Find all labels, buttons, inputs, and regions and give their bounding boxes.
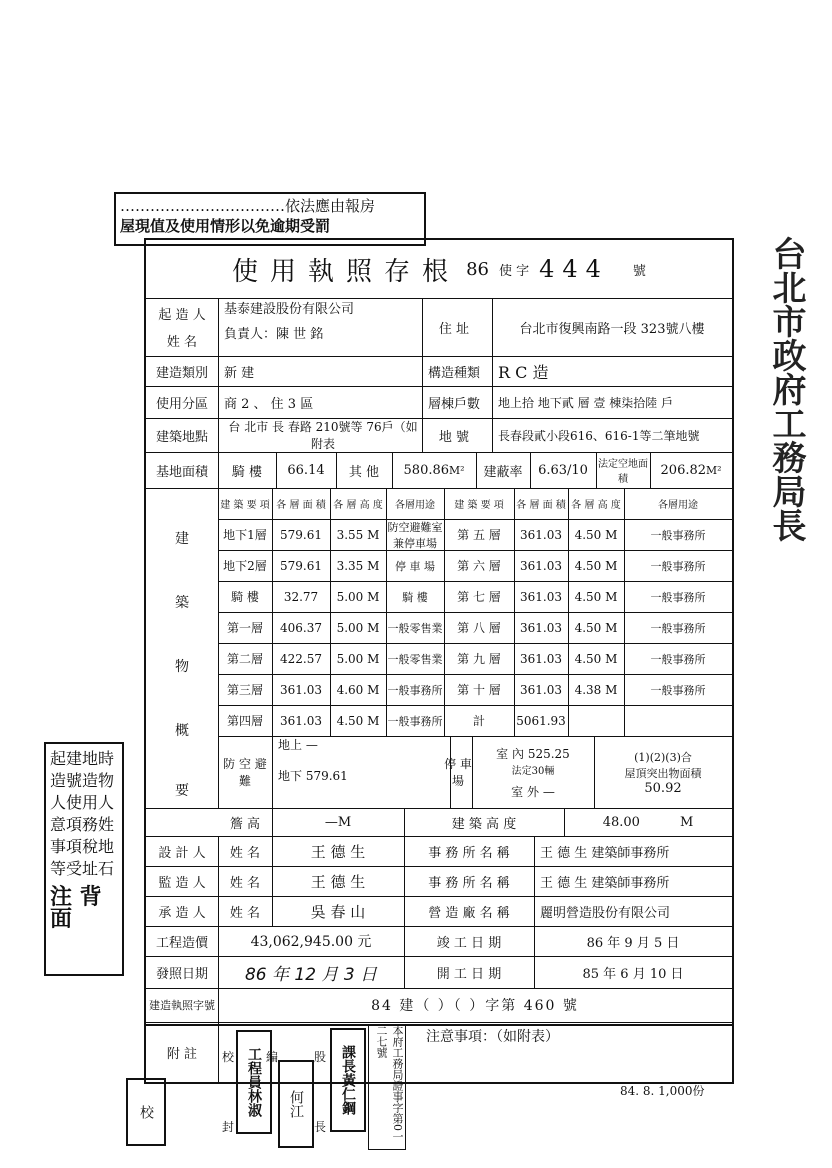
legal-open-value bbox=[650, 452, 732, 488]
supervisor-name-label: 姓 名 bbox=[218, 866, 273, 896]
floor-name: 地下2層 bbox=[218, 550, 273, 581]
notes-text: 注意事項：（如附表） bbox=[426, 1029, 559, 1045]
title-number: 444 bbox=[539, 255, 609, 283]
side-line: 人使用人 bbox=[50, 793, 115, 812]
top-stamp-line1: ……………………………依法應由報房 bbox=[120, 197, 376, 215]
floor-use: 一般事務所 bbox=[650, 683, 706, 697]
building-height-label: 建 築 高 度 bbox=[404, 808, 565, 836]
lot-value: 長春段貳小段616、616-1等二筆地號 bbox=[498, 428, 700, 443]
floor-name: 地下1層 bbox=[218, 519, 273, 550]
structure-value: R C 造 bbox=[498, 362, 549, 382]
floor-area: 406.37 bbox=[272, 612, 331, 643]
eave-label: 簷 高 bbox=[218, 808, 273, 836]
floor-height: 4.50 M bbox=[568, 612, 625, 643]
other-value bbox=[392, 452, 477, 488]
parking-outdoor-value: — bbox=[542, 784, 555, 799]
owner-address: 台北市復興南路一段 323號八樓 bbox=[519, 321, 705, 337]
floor-area: 361.03 bbox=[272, 674, 331, 705]
start-label: 開 工 日 期 bbox=[404, 956, 535, 988]
floor-name: 第 八 層 bbox=[444, 612, 515, 643]
lot-label: 地 號 bbox=[416, 418, 493, 452]
issue-date: 86 年 12 月 3 日 bbox=[218, 956, 405, 988]
column-header-item: 建 築 要 項 bbox=[218, 488, 273, 519]
office-seal bbox=[126, 1078, 166, 1146]
summary-side-label bbox=[146, 488, 219, 809]
floor-row bbox=[218, 581, 732, 613]
floor-name: 第二層 bbox=[218, 643, 273, 674]
floor-area: 361.03 bbox=[514, 519, 569, 550]
floor-name: 第 十 層 bbox=[444, 674, 515, 705]
floor-area: 361.03 bbox=[514, 581, 569, 612]
floor-name: 計 bbox=[444, 705, 515, 736]
side-footer: 注 背 面 bbox=[50, 884, 102, 932]
floor-use: 騎 樓 bbox=[386, 581, 445, 612]
floor-height: 3.55 M bbox=[330, 519, 387, 550]
form-title: 使用執照存根 bbox=[232, 256, 461, 287]
area-row bbox=[146, 452, 732, 489]
print-note: 84. 8. 1,000份 bbox=[620, 1084, 705, 1098]
legal-open-label: 法定空地面積 bbox=[596, 452, 651, 488]
floor-row bbox=[218, 674, 732, 706]
category-label: 建造類別 bbox=[146, 356, 219, 386]
contractor-name-label: 姓 名 bbox=[218, 896, 273, 926]
floor-use: 一般事務所 bbox=[650, 590, 706, 604]
owner-rep: 負責人：陳 世 銘 bbox=[224, 327, 324, 342]
floor-height: 5.00 M bbox=[330, 612, 387, 643]
zone-row bbox=[146, 386, 732, 419]
side-line: 等受址石 bbox=[50, 859, 115, 878]
designer-name: 王 德 生 bbox=[272, 836, 405, 866]
floor-use: 防空避難室兼停車場 bbox=[386, 519, 445, 550]
eave-value: —M bbox=[272, 808, 405, 836]
mark-section: 股 bbox=[314, 1050, 327, 1064]
supervisor-office: 王 德 生 建築師事務所 bbox=[540, 875, 670, 891]
shelter-above bbox=[278, 736, 318, 753]
floor-height bbox=[568, 705, 625, 736]
floor-use: 一般事務所 bbox=[386, 674, 445, 705]
coverage-label: 建蔽率 bbox=[476, 452, 531, 488]
column-header-height: 各 層 高 度 bbox=[330, 488, 387, 519]
start-date: 85 年 6 月 10 日 bbox=[582, 966, 684, 982]
floors-header-row bbox=[218, 488, 732, 520]
title-suffix: 號 bbox=[632, 263, 646, 279]
side-line: 造號造物 bbox=[50, 771, 115, 790]
other-area: 580.86 bbox=[403, 462, 450, 478]
chief-stamp: 課長黃仁鋼 bbox=[330, 1028, 366, 1132]
floor-area: 361.03 bbox=[514, 674, 569, 705]
issue-label: 發照日期 bbox=[146, 956, 219, 988]
floor-height: 5.00 M bbox=[330, 581, 387, 612]
base-area-label: 基地面積 bbox=[146, 452, 219, 488]
location-label: 建築地點 bbox=[146, 418, 219, 452]
owner-label: 起 造 人 bbox=[158, 308, 206, 323]
floor-use: 一般零售業 bbox=[386, 612, 445, 643]
floor-area: 579.61 bbox=[272, 550, 331, 581]
legal-open-area: 206.82 bbox=[660, 462, 707, 478]
cost-label: 工程造價 bbox=[146, 926, 219, 956]
certification-stamp: 本府工務局證事字第0一二七號 bbox=[368, 1024, 406, 1150]
owner-row bbox=[146, 298, 732, 357]
unit-m2: M² bbox=[449, 463, 465, 477]
side-line: 起建地時 bbox=[50, 749, 115, 768]
floor-row bbox=[218, 550, 732, 582]
roof-note: (1)(2)(3)合 bbox=[634, 750, 692, 764]
floor-area: 422.57 bbox=[272, 643, 331, 674]
permit-label: 建造執照字號 bbox=[146, 988, 219, 1022]
owner-name: 基泰建設股份有限公司 bbox=[224, 302, 355, 317]
parking-indoor-label: 室 內 bbox=[496, 746, 524, 761]
category-row bbox=[146, 356, 732, 387]
section-stamp: 何江 bbox=[278, 1060, 314, 1148]
arcade-area: 66.14 bbox=[287, 462, 325, 478]
floor-area: 32.77 bbox=[272, 581, 331, 612]
other-label: 其 他 bbox=[336, 452, 393, 488]
category-value: 新 建 bbox=[218, 356, 423, 386]
parking-label: 停 車 場 bbox=[444, 736, 473, 808]
top-stamp-line2: 屋現值及使用情形以免逾期受罰 bbox=[120, 217, 331, 235]
height-row bbox=[146, 808, 732, 837]
column-header-use: 各層用途 bbox=[658, 500, 698, 511]
building-height-value bbox=[564, 808, 732, 836]
designer-row bbox=[146, 836, 732, 867]
contractor-role: 承 造 人 bbox=[146, 896, 219, 926]
completion-date: 86 年 9 月 5 日 bbox=[586, 935, 680, 951]
shelter-below: 地下 579.61 bbox=[278, 769, 348, 783]
floor-height: 4.50 M bbox=[568, 519, 625, 550]
seal-mark: 校 bbox=[138, 1105, 154, 1119]
floor-use: 一般事務所 bbox=[650, 621, 706, 635]
arcade-value bbox=[276, 452, 337, 488]
floor-use: 一般事務所 bbox=[650, 652, 706, 666]
permit-number: 84 建（ ）（ ）字第 460 號 bbox=[371, 998, 579, 1014]
right-edge-stamp: 台北市政府工務局長 bbox=[766, 236, 806, 542]
floor-height: 4.50 M bbox=[568, 550, 625, 581]
designer-name-label: 姓 名 bbox=[218, 836, 273, 866]
parking-outdoor-label: 室 外 bbox=[511, 784, 539, 799]
arcade-label: 騎 樓 bbox=[218, 452, 277, 488]
title-row bbox=[146, 240, 732, 299]
unit-m2: M² bbox=[706, 463, 722, 477]
floor-row bbox=[218, 519, 732, 551]
notes-label: 附 註 bbox=[146, 1022, 219, 1082]
column-header-use: 各層用途 bbox=[386, 488, 445, 519]
floor-use: 一般零售業 bbox=[386, 643, 445, 674]
parking-indoor bbox=[496, 745, 570, 762]
supervisor-office-label: 事 務 所 名 稱 bbox=[404, 866, 535, 896]
cost-row bbox=[146, 926, 732, 957]
side-notice-box bbox=[44, 742, 124, 976]
floor-name: 第一層 bbox=[218, 612, 273, 643]
roof-value: 50.92 bbox=[644, 780, 682, 796]
title-type: 使 字 bbox=[498, 263, 530, 279]
contractor-office: 麗明營造股份有限公司 bbox=[540, 905, 671, 921]
shelter-above-label: 地上 bbox=[278, 738, 303, 752]
floor-name: 第 七 層 bbox=[444, 581, 515, 612]
side-line: 意項務姓 bbox=[50, 815, 115, 834]
designer-role: 設 計 人 bbox=[146, 836, 219, 866]
height-unit: M bbox=[679, 814, 694, 830]
permit-row bbox=[146, 988, 732, 1023]
floor-area: 361.03 bbox=[272, 705, 331, 736]
address-label: 住 址 bbox=[416, 298, 493, 356]
shelter-above-value: — bbox=[305, 738, 318, 752]
floor-area: 5061.93 bbox=[514, 705, 569, 736]
supervisor-row bbox=[146, 866, 732, 897]
completion-label: 竣 工 日 期 bbox=[404, 926, 535, 956]
parking-indoor-value: 525.25 bbox=[527, 746, 570, 761]
zone-label: 使用分區 bbox=[146, 386, 219, 418]
supervisor-role: 監 造 人 bbox=[146, 866, 219, 896]
side-char: 物 bbox=[175, 659, 189, 675]
floor-height: 4.60 M bbox=[330, 674, 387, 705]
floor-height: 3.35 M bbox=[330, 550, 387, 581]
floor-name: 第四層 bbox=[218, 705, 273, 736]
contractor-office-label: 營 造 廠 名 稱 bbox=[404, 896, 535, 926]
contractor-row bbox=[146, 896, 732, 927]
contractor-name: 吳 春 山 bbox=[272, 896, 405, 926]
floor-area: 361.03 bbox=[514, 612, 569, 643]
cost-value: 43,062,945.00 元 bbox=[218, 926, 405, 956]
floor-name: 第三層 bbox=[218, 674, 273, 705]
supervisor-name: 王 德 生 bbox=[272, 866, 405, 896]
column-header-area: 各 層 面 積 bbox=[514, 488, 569, 519]
floor-height: 4.50 M bbox=[568, 643, 625, 674]
parking-outdoor bbox=[511, 783, 555, 800]
column-header-item: 建 築 要 項 bbox=[444, 488, 515, 519]
floor-row bbox=[218, 643, 732, 675]
floor-height: 4.38 M bbox=[568, 674, 625, 705]
roof-label: 屋頂突出物面積 bbox=[624, 766, 702, 780]
floor-row bbox=[218, 705, 732, 737]
location-value: 台 北市 長 春路 210號等 76戶（如附表 bbox=[218, 418, 423, 452]
coverage-value: 6.63/10 bbox=[530, 452, 597, 488]
column-header-area: 各 層 面 積 bbox=[272, 488, 331, 519]
floor-area: 361.03 bbox=[514, 643, 569, 674]
designer-office-label: 事 務 所 名 稱 bbox=[404, 836, 535, 866]
shelter-label: 防 空 避 難 bbox=[218, 736, 273, 808]
floor-use: 一般事務所 bbox=[650, 559, 706, 573]
parking-note: 法定30輛 bbox=[511, 765, 555, 777]
floor-height: 5.00 M bbox=[330, 643, 387, 674]
side-char: 建 bbox=[175, 531, 189, 547]
building-height: 48.00 bbox=[602, 814, 640, 830]
floor-area: 361.03 bbox=[514, 550, 569, 581]
floor-use: 一般事務所 bbox=[386, 705, 445, 736]
side-char: 築 bbox=[175, 595, 189, 611]
floor-use bbox=[624, 705, 732, 736]
floor-row bbox=[218, 612, 732, 644]
floor-height: 4.50 M bbox=[568, 581, 625, 612]
floors-label: 層棟戶數 bbox=[416, 386, 493, 418]
zone-value: 商 2 、 住 3 區 bbox=[218, 386, 423, 418]
mark-proof: 校 bbox=[222, 1050, 235, 1064]
mark-chief: 長 bbox=[314, 1120, 327, 1134]
floors-value: 地上拾 地下貳 層 壹 棟柒拾陸 戶 bbox=[498, 395, 674, 410]
floor-name: 第 五 層 bbox=[444, 519, 515, 550]
side-char: 概 bbox=[175, 723, 189, 739]
permit-form bbox=[144, 238, 734, 1026]
shelter-row bbox=[218, 736, 732, 809]
floor-name: 騎 樓 bbox=[218, 581, 273, 612]
floor-name: 第 六 層 bbox=[444, 550, 515, 581]
floor-use: 一般事務所 bbox=[650, 528, 706, 542]
title-year: 86 bbox=[466, 258, 489, 280]
floor-use: 停 車 場 bbox=[386, 550, 445, 581]
owner-label2: 姓 名 bbox=[166, 335, 198, 350]
structure-label: 構造種類 bbox=[416, 356, 493, 386]
column-header-height: 各 層 高 度 bbox=[568, 488, 625, 519]
location-row bbox=[146, 418, 732, 453]
floor-name: 第 九 層 bbox=[444, 643, 515, 674]
floor-area: 579.61 bbox=[272, 519, 331, 550]
designer-office: 王 德 生 建築師事務所 bbox=[540, 845, 670, 861]
engineer-stamp: 工程員林淑 bbox=[236, 1030, 272, 1134]
mark-seal: 封 bbox=[222, 1120, 235, 1134]
side-char: 要 bbox=[175, 783, 189, 799]
floor-height: 4.50 M bbox=[330, 705, 387, 736]
issue-row bbox=[146, 956, 732, 989]
side-line: 事項稅地 bbox=[50, 837, 115, 856]
mark-edit: 編 bbox=[266, 1050, 279, 1064]
floors-grid bbox=[218, 488, 732, 736]
